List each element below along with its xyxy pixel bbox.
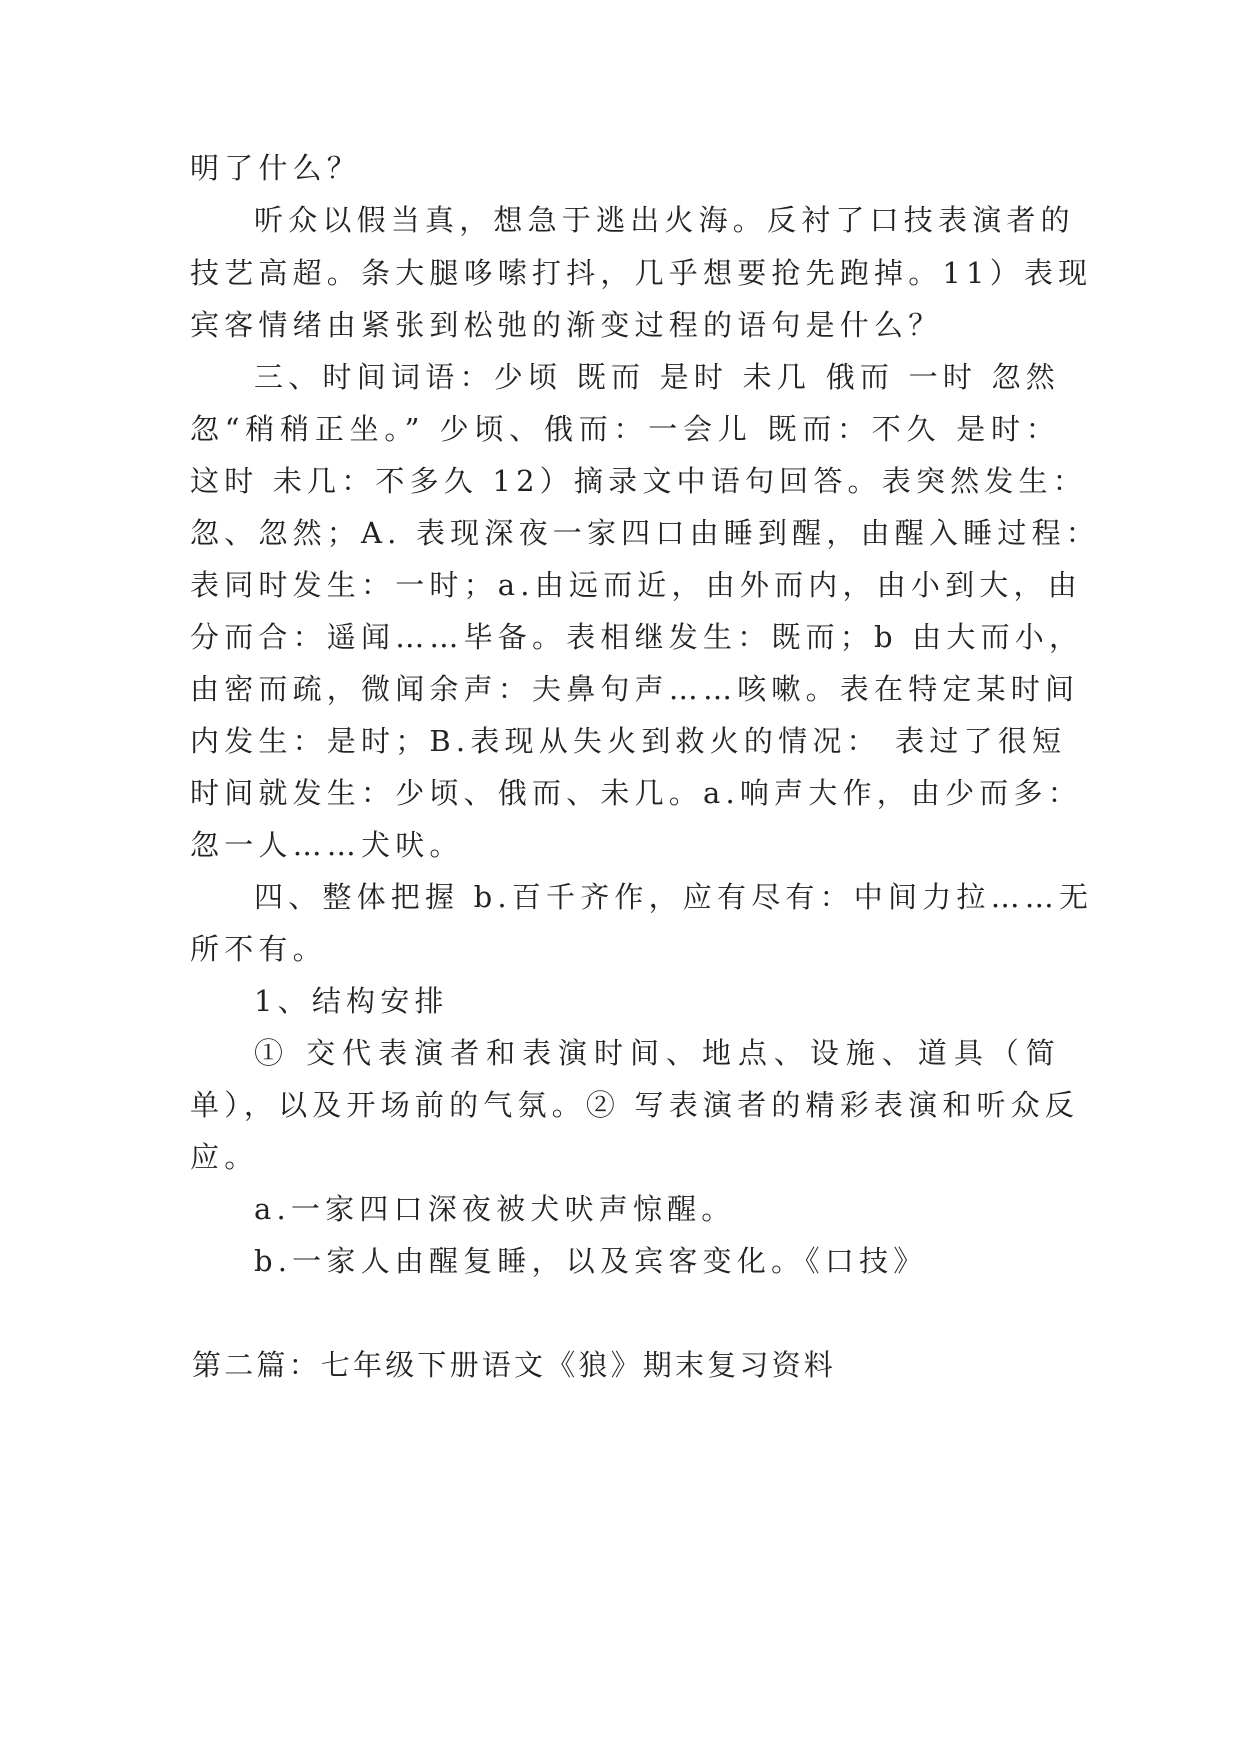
text-line: 宾客情绪由紧张到松弛的渐变过程的语句是什么？ (190, 308, 943, 342)
text-line: 忽“稍稍正坐。” 少顷、俄而：一会儿 既而：不久 是时： (190, 412, 1060, 446)
text-line: 忽一人……犬吠。 (190, 828, 464, 862)
text-line: ① 交代表演者和表演时间、地点、设施、道具（简 (254, 1036, 1060, 1070)
text-line: 所不有。 (190, 932, 327, 966)
text-line: 分而合：遥闻……毕备。表相继发生：既而；b 由大而小， (190, 620, 1084, 654)
section-heading-overall: 四、整体把握 b.百千齐作，应有尽有：中间力拉……无 (254, 880, 1094, 914)
text-line: 内发生：是时；B.表现从失火到救火的情况： 表过了很短 (190, 724, 1067, 758)
list-item: a.一家四口深夜被犬吠声惊醒。 (254, 1192, 736, 1226)
subheading-structure: 1、结构安排 (254, 984, 449, 1018)
text-line: 由密而疏，微闻余声：夫鼻句声……咳嗽。表在特定某时间 (190, 672, 1080, 706)
list-item: b.一家人由醒复睡，以及宾客变化。《口技》 (254, 1244, 928, 1278)
text-line: 技艺高超。条大腿哆嗦打抖，几乎想要抢先跑掉。11）表现 (190, 256, 1093, 290)
text-line: 这时 未几：不多久 12）摘录文中语句回答。表突然发生： (190, 464, 1087, 498)
text-line: 明了什么？ (190, 151, 362, 185)
section-title: 第二篇：七年级下册语文《狼》期末复习资料 (192, 1348, 837, 1382)
text-line: 应。 (190, 1140, 259, 1174)
text-line: 听众以假当真，想急于逃出火海。反衬了口技表演者的 (254, 203, 1075, 237)
section-heading-time-words: 三、时间词语：少顷 既而 是时 未几 俄而 一时 忽然 (254, 360, 1060, 394)
text-line: 表同时发生：一时；a.由远而近，由外而内，由小到大，由 (190, 568, 1082, 602)
text-line: 单），以及开场前的气氛。② 写表演者的精彩表演和听众反 (190, 1088, 1080, 1122)
text-line: 忽、忽然；A. 表现深夜一家四口由睡到醒，由醒入睡过程： (190, 516, 1100, 550)
text-line: 时间就发生：少顷、俄而、未几。a.响声大作，由少而多： (190, 776, 1082, 810)
